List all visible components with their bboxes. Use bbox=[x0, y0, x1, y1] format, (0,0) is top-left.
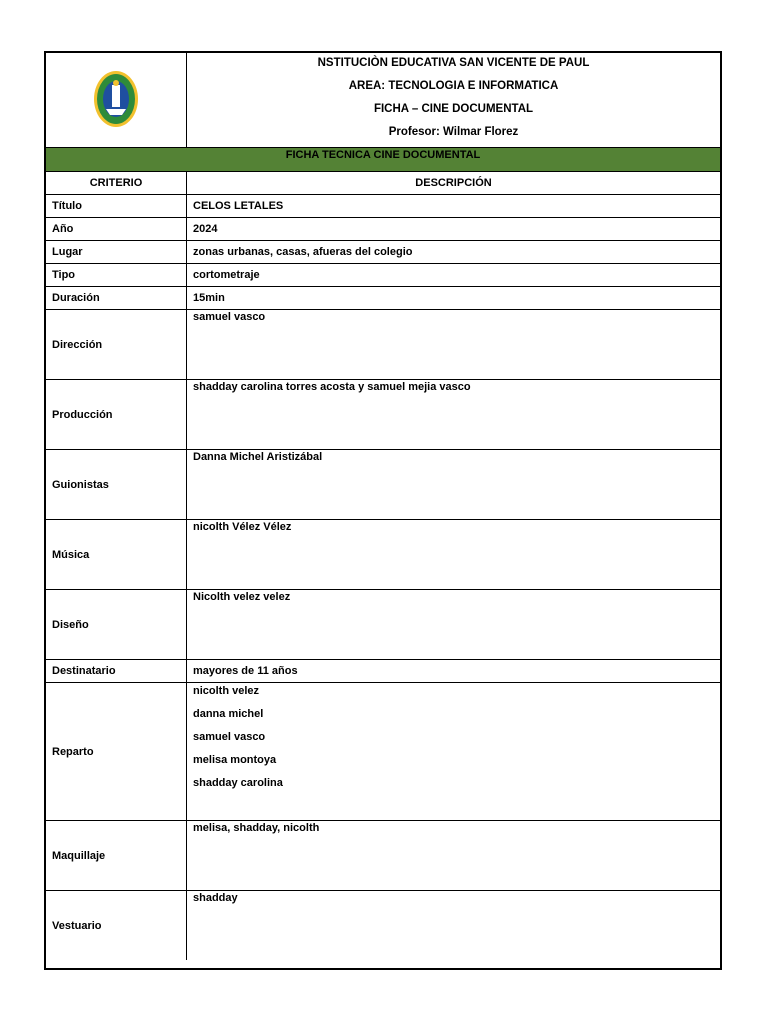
row-value: CELOS LETALES bbox=[187, 195, 721, 218]
school-crest-icon bbox=[92, 69, 140, 129]
area-line: AREA: TECNOLOGIA E INFORMATICA bbox=[348, 80, 559, 92]
row-label: Dirección bbox=[46, 310, 187, 380]
column-header-criterio: CRITERIO bbox=[46, 172, 187, 195]
banner-title: FICHA TECNICA CINE DOCUMENTAL bbox=[46, 148, 720, 172]
teacher-line: Profesor: Wilmar Florez bbox=[388, 126, 519, 138]
document-sheet bbox=[44, 51, 722, 970]
cast-member: danna michel bbox=[193, 708, 264, 720]
header-cell bbox=[187, 53, 721, 148]
row-value: melisa, shadday, nicolth bbox=[187, 821, 721, 891]
table-row bbox=[46, 821, 720, 891]
table-row bbox=[46, 450, 720, 520]
table-row bbox=[46, 264, 720, 287]
row-value: shadday bbox=[187, 891, 721, 961]
row-label: Tipo bbox=[46, 264, 187, 287]
row-label: Diseño bbox=[46, 590, 187, 660]
row-value: cortometraje bbox=[187, 264, 721, 287]
cast-member: samuel vasco bbox=[193, 731, 266, 743]
row-label: Duración bbox=[46, 287, 187, 310]
table-row bbox=[46, 218, 720, 241]
row-value: samuel vasco bbox=[187, 310, 721, 380]
table-row bbox=[46, 891, 720, 961]
column-header-descripcion: DESCRIPCIÓN bbox=[187, 172, 721, 195]
banner-row bbox=[46, 148, 720, 172]
cast-member: melisa montoya bbox=[193, 754, 277, 766]
technical-sheet-table bbox=[46, 53, 720, 960]
row-value: Danna Michel Aristizábal bbox=[187, 450, 721, 520]
table-row bbox=[46, 683, 720, 821]
row-label: Destinatario bbox=[46, 660, 187, 683]
table-row bbox=[46, 520, 720, 590]
row-label: Reparto bbox=[46, 683, 187, 821]
table-row bbox=[46, 241, 720, 264]
row-label: Año bbox=[46, 218, 187, 241]
row-label: Vestuario bbox=[46, 891, 187, 961]
form-title: FICHA – CINE DOCUMENTAL bbox=[373, 103, 534, 115]
row-label: Título bbox=[46, 195, 187, 218]
table-row bbox=[46, 195, 720, 218]
school-name: NSTITUCIÒN EDUCATIVA SAN VICENTE DE PAUL bbox=[317, 57, 590, 69]
table-row bbox=[46, 310, 720, 380]
cast-member: shadday carolina bbox=[193, 777, 283, 789]
cast-list bbox=[187, 683, 721, 821]
cast-member: nicolth velez bbox=[193, 685, 260, 697]
row-value: Nicolth velez velez bbox=[187, 590, 721, 660]
row-value: zonas urbanas, casas, afueras del colegio bbox=[187, 241, 721, 264]
table-row bbox=[46, 287, 720, 310]
row-value: nicolth Vélez Vélez bbox=[187, 520, 721, 590]
logo-cell bbox=[46, 53, 187, 148]
table-row bbox=[46, 660, 720, 683]
row-value: shadday carolina torres acosta y samuel mejia vasco bbox=[187, 380, 721, 450]
table-row bbox=[46, 590, 720, 660]
row-value: 15min bbox=[187, 287, 721, 310]
table-row bbox=[46, 380, 720, 450]
row-label: Música bbox=[46, 520, 187, 590]
row-label: Guionistas bbox=[46, 450, 187, 520]
row-label: Producción bbox=[46, 380, 187, 450]
row-label: Maquillaje bbox=[46, 821, 187, 891]
row-value: mayores de 11 años bbox=[187, 660, 721, 683]
column-header-row bbox=[46, 172, 720, 195]
row-label: Lugar bbox=[46, 241, 187, 264]
row-value: 2024 bbox=[187, 218, 721, 241]
